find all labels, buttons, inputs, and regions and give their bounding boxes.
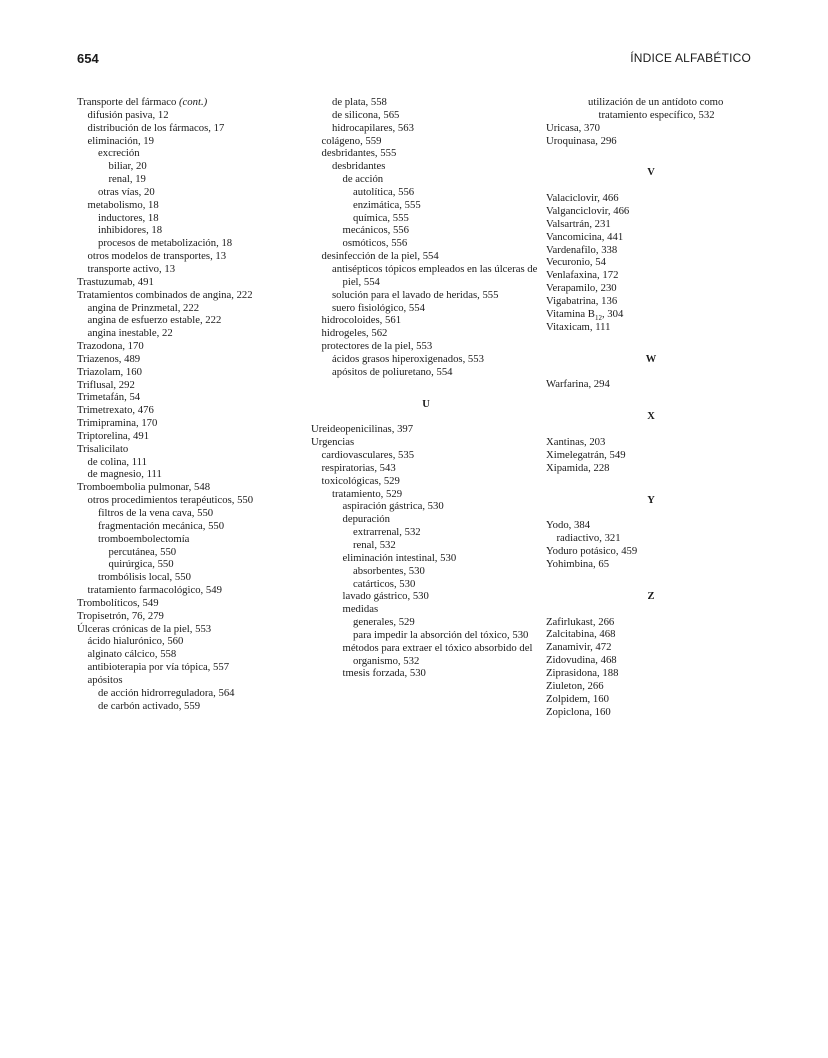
entry-text: angina inestable, 22 [87,327,173,340]
entry-text: autolítica, 556 [353,185,415,198]
index-entry [311,539,541,552]
entry-text: otros procedimientos terapéuticos, 550 [87,494,254,507]
entry-text: filtros de la vena cava, 550 [98,507,214,519]
index-column-1 [77,96,307,713]
entry-text: antisépticos tópicos empleados en las úlceras de piel, 554 [332,262,538,288]
index-entry [77,443,307,456]
index-entry [77,597,307,610]
entry-text: alginato cálcico, 558 [87,648,177,661]
index-entry [77,122,307,135]
entry-text: generales, 529 [353,616,415,629]
entry-text: tmesis forzada, 530 [342,667,426,680]
index-entry [546,218,756,231]
entry-text: de magnesio, 111 [87,468,162,481]
entry-text: hidrocoloides, 561 [321,314,402,327]
entry-text: Triazolam, 160 [77,365,142,378]
entry-text: distribución de los fármacos, 17 [87,121,225,134]
entry-text: desbridantes [332,160,386,173]
index-entry [546,680,756,693]
entry-text: otras vías, 20 [98,185,155,198]
entry-text: medidas [342,603,379,616]
index-entry [311,667,541,680]
entry-text: Trazodona, 170 [77,340,144,353]
index-entry [546,256,756,269]
index-entry [546,231,756,244]
continued-note: (cont.) [179,96,208,108]
entry-text: Xipamida, 228 [546,461,610,474]
index-entry [311,526,541,539]
entry-text: Valsartrán, 231 [546,217,611,230]
entry-text: química, 555 [353,211,409,224]
index-entry [77,340,307,353]
entry-text: excreción [98,147,140,160]
index-entry [311,109,541,122]
index-entry [311,423,541,436]
index-entry [77,430,307,443]
entry-text: Xantinas, 203 [546,436,606,449]
index-entry [311,449,541,462]
entry-text: difusión pasiva, 12 [87,108,169,121]
entry-page-ref: , 304 [601,307,624,320]
entry-text: Venlafaxina, 172 [546,269,619,282]
entry-text: procesos de metabolización, 18 [98,237,233,250]
index-entry [311,488,541,501]
index-entry [311,237,541,250]
index-entry [546,308,756,321]
entry-text: Trastuzumab, 491 [77,275,154,288]
entry-text: Ximelegatrán, 549 [546,448,626,461]
index-entry [546,378,756,391]
entry-text: de colina, 111 [87,455,147,468]
index-entry [311,366,541,379]
entry-text: desinfección de la piel, 554 [321,250,439,263]
index-entry [77,507,307,520]
index-entry [77,571,307,584]
entry-text: tromboembolectomía [98,532,190,545]
entry-text: Úlceras crónicas de la piel, 553 [77,622,212,635]
index-entry [311,475,541,488]
entry-text: Triflusal, 292 [77,378,135,391]
index-entry [546,628,756,641]
entry-text: de silicona, 565 [332,108,400,121]
index-entry [311,302,541,315]
entry-text: Trimipramina, 170 [77,417,158,430]
index-entry [311,603,541,616]
index-entry [546,135,756,148]
entry-text: enzimática, 555 [353,198,421,211]
page-number: 654 [77,51,99,66]
index-entry [77,109,307,122]
entry-text: Trimetafán, 54 [77,391,141,404]
index-entry [77,520,307,533]
entry-text: biliar, 20 [108,160,147,173]
entry-text: Zolpidem, 160 [546,692,609,705]
index-entry [311,135,541,148]
entry-text: ácido hialurónico, 560 [87,635,184,648]
index-entry [311,263,541,289]
section-letter: V [647,167,655,179]
index-entry [546,122,756,135]
entry-text: apósitos [87,673,123,686]
entry-text: Trisalicilato [77,442,129,455]
index-entry [311,462,541,475]
entry-text: percutánea, 550 [108,545,177,558]
entry-text: Trimetrexato, 476 [77,404,154,417]
index-entry [77,199,307,212]
entry-text: Uroquinasa, 296 [546,134,617,147]
index-entry [77,212,307,225]
index-entry [311,642,541,668]
index-entry [311,616,541,629]
entry-text: Vecuronio, 54 [546,256,606,269]
entry-text: de acción [342,173,384,186]
entry-text: aspiración gástrica, 530 [342,500,444,513]
entry-text: Verapamilo, 230 [546,282,617,295]
page-header [77,51,751,71]
entry-text: Trombolíticos, 549 [77,596,159,609]
index-entry [77,456,307,469]
index-entry [311,552,541,565]
index-entry [311,147,541,160]
section-letter: W [645,353,657,365]
entry-text: renal, 532 [353,539,396,551]
index-entry [311,186,541,199]
index-entry [546,519,756,532]
index-entry [77,533,307,546]
index-entry [311,590,541,603]
index-entry [77,314,307,327]
index-entry [546,321,756,334]
entry-text: trombólisis local, 550 [98,571,191,584]
entry-text: Transporte del fármaco [77,96,177,108]
index-entry [77,468,307,481]
index-entry [311,565,541,578]
section-letter: Z [647,590,655,602]
entry-text: inductores, 18 [98,211,159,224]
index-entry [77,648,307,661]
entry-text: Yodo, 384 [546,519,591,532]
index-entry [77,302,307,315]
index-entry [77,366,307,379]
index-entry [77,135,307,148]
index-entry [311,224,541,237]
index-entry [77,263,307,276]
index-entry [546,282,756,295]
section-letter: X [647,411,655,423]
index-entry [77,494,307,507]
entry-text: utilización de un antídoto como tratamiento específico, 532 [588,96,724,121]
entry-text: Urgencias [311,436,355,449]
entry-text: eliminación intestinal, 530 [342,551,457,564]
index-entry [311,96,541,109]
entry-text: eliminación, 19 [87,134,154,147]
entry-text: renal, 19 [108,173,146,186]
entry-text: toxicológicas, 529 [321,474,400,487]
index-entry [77,327,307,340]
index-entry [311,199,541,212]
index-entry [77,546,307,559]
index-entry [311,436,541,449]
index-entry [546,192,756,205]
index-entry [311,314,541,327]
entry-text: Vardenafilo, 338 [546,243,618,256]
index-entry [77,186,307,199]
entry-text: suero fisiológico, 554 [332,301,425,314]
index-entry [311,578,541,591]
entry-text: de carbón activado, 559 [98,699,201,712]
entry-text: Tropisetrón, 76, 279 [77,609,164,622]
index-column-2 [311,96,541,680]
index-entry [311,629,541,642]
running-head: ÍNDICE ALFABÉTICO [630,51,751,65]
index-entry [77,353,307,366]
index-entry [77,160,307,173]
entry-text: colágeno, 559 [321,134,382,147]
entry-text: Valaciclovir, 466 [546,192,619,205]
index-entry [77,404,307,417]
entry-text: osmóticos, 556 [342,237,408,250]
index-entry [77,417,307,430]
entry-text: tratamiento farmacológico, 549 [87,584,222,597]
index-entry [77,96,307,109]
index-entry [77,147,307,160]
index-entry [546,532,756,545]
index-entry [546,436,756,449]
index-entry [77,237,307,250]
entry-text: protectores de la piel, 553 [321,340,433,353]
index-entry [77,635,307,648]
index-entry [546,96,756,122]
index-entry [546,558,756,571]
index-entry [77,674,307,687]
entry-text: Tromboembolia pulmonar, 548 [77,481,211,494]
index-entry [77,391,307,404]
index-entry [546,706,756,719]
index-entry [77,610,307,623]
index-entry [77,289,307,302]
entry-text: mecánicos, 556 [342,224,409,237]
index-entry [77,623,307,636]
entry-text: Tratamientos combinados de angina, 222 [77,288,253,301]
index-entry [77,558,307,571]
entry-text: absorbentes, 530 [353,564,425,577]
entry-text: antibioterapia por vía tópica, 557 [87,661,230,674]
entry-text: Ziprasidona, 188 [546,667,619,679]
index-entry [77,224,307,237]
entry-text: ácidos grasos hiperoxigenados, 553 [332,352,484,365]
entry-text: Vancomicina, 441 [546,230,624,243]
entry-text: cardiovasculares, 535 [321,449,415,462]
index-entry [311,212,541,225]
entry-text: tratamiento, 529 [332,487,403,500]
entry-text: hidrogeles, 562 [321,327,388,340]
index-entry [311,513,541,526]
entry-text: otros modelos de transportes, 13 [87,250,227,263]
index-entry [546,641,756,654]
entry-text: Vigabatrina, 136 [546,294,618,307]
entry-text: de acción hidrorreguladora, 564 [98,686,235,699]
index-entry [546,654,756,667]
index-entry [77,173,307,186]
entry-text: Uricasa, 370 [546,121,601,134]
index-entry [77,584,307,597]
entry-text: Zanamivir, 472 [546,641,612,654]
index-entry [77,661,307,674]
entry-text: metabolismo, 18 [87,198,159,211]
entry-text: métodos para extraer el tóxico absorbido del organismo, 532 [342,641,533,667]
index-entry [77,700,307,713]
index-entry [546,616,756,629]
index-column-3 [546,96,756,718]
index-entry [546,462,756,475]
index-entry [77,379,307,392]
entry-text: Triptorelina, 491 [77,429,150,442]
index-entry [546,693,756,706]
index-entry [77,687,307,700]
index-entry [311,122,541,135]
index-entry [546,295,756,308]
index-entry [546,205,756,218]
entry-text: Vitamina B [546,307,595,320]
entry-text: lavado gástrico, 530 [342,590,429,603]
section-letter: Y [647,494,655,506]
entry-text: apósitos de poliuretano, 554 [332,365,453,378]
index-entry [77,250,307,263]
entry-text: Valganciclovir, 466 [546,205,630,218]
entry-text: hidrocapilares, 563 [332,121,414,134]
index-entry [546,667,756,680]
entry-text: angina de Prinzmetal, 222 [87,301,200,314]
index-entry [311,500,541,513]
index-entry [546,449,756,462]
entry-text: respiratorias, 543 [321,461,396,474]
index-entry [311,353,541,366]
entry-text: Vitaxicam, 111 [546,320,611,333]
entry-text: Yoduro potásico, 459 [546,545,638,558]
entry-text: Zidovudina, 468 [546,654,617,667]
entry-text: desbridantes, 555 [321,147,397,160]
entry-text: transporte activo, 13 [87,262,176,275]
entry-text: Yohimbina, 65 [546,557,610,570]
entry-text: angina de esfuerzo estable, 222 [87,314,222,327]
entry-text: catárticos, 530 [353,577,416,590]
index-entry [311,327,541,340]
entry-text: radiactivo, 321 [556,532,621,545]
index-entry [77,276,307,289]
entry-text: extrarrenal, 532 [353,526,421,539]
index-entry [77,481,307,494]
entry-text: Zopiclona, 160 [546,705,611,718]
index-entry [546,244,756,257]
entry-text: fragmentación mecánica, 550 [98,519,225,532]
entry-text: para impedir la absorción del tóxico, 530 [353,628,529,641]
index-entry [311,160,541,173]
entry-text: solución para el lavado de heridas, 555 [332,288,499,301]
section-letter: U [422,398,430,410]
entry-text: Ziuleton, 266 [546,679,604,692]
index-entry [546,269,756,282]
entry-text: quirúrgica, 550 [108,558,174,571]
entry-text: Ureideopenicilinas, 397 [311,423,414,436]
entry-text: depuración [342,513,390,526]
entry-text: Triazenos, 489 [77,352,141,365]
entry-text: Zafirlukast, 266 [546,615,615,628]
entry-text: Warfarina, 294 [546,378,610,391]
index-entry [311,250,541,263]
entry-text: de plata, 558 [332,96,387,108]
index-entry [546,545,756,558]
index-entry [311,289,541,302]
entry-text: inhibidores, 18 [98,224,163,237]
index-entry [311,173,541,186]
index-entry [311,340,541,353]
entry-text: Zalcitabina, 468 [546,628,616,641]
subscript: 12 [594,313,602,322]
